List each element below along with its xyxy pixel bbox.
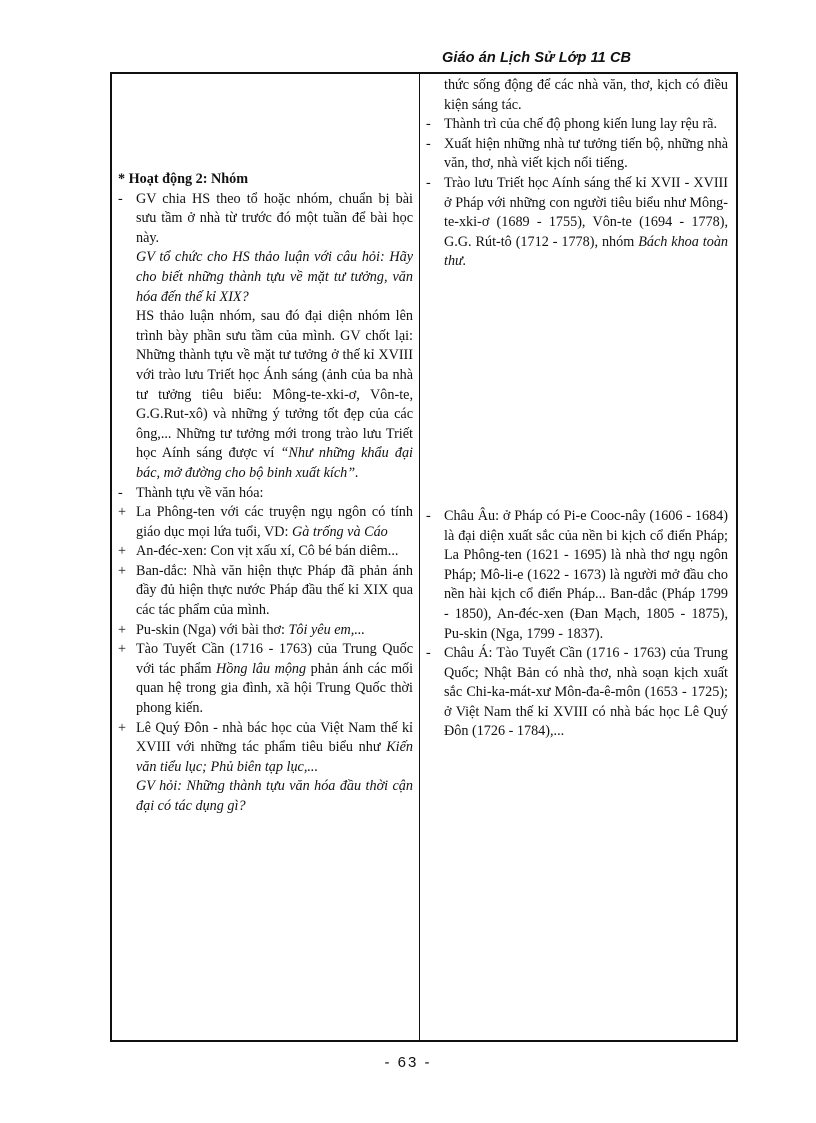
list-item: - Thành trì của chế độ phong kiến lung lay rệu rã. (426, 116, 718, 133)
lesson-table (110, 72, 738, 1042)
list-item: - Xuất hiện những nhà tư tưởng tiến bộ, những nhà văn, thơ, nhà viết kịch nổi tiếng. (426, 135, 728, 172)
list-item: + Pu-skin (Nga) với bài thơ: Tôi yêu em,... (118, 621, 365, 638)
document-header: Giáo án Lịch Sử Lớp 11 CB (442, 50, 632, 66)
activity-heading: * Hoạt động 2: Nhóm (118, 171, 249, 187)
left-column (112, 74, 420, 1040)
list-item: + Tào Tuyết Cần (1716 - 1763) của Trung Quốc với tác phẩm Hồng lâu mộng phản ánh các mối quan hệ trong gia đình, xã hội Trung Quốc thời phong kiến. (118, 641, 414, 717)
list-item: - Trào lưu Triết học Aính sáng thế kỉ XVII - XVIII ở Pháp với những con người tiêu biểu như Mông-te-xki-ơ (1689 - 1755), Vôn-te (1694 - 1778), G.G. Rút-tô (1712 - 1778), nhóm Bách khoa toàn thư. (426, 174, 729, 270)
list-item: + Ban-dắc: Nhà văn hiện thực Pháp đã phản ánh đầy đủ hiện thực nước Pháp đầu thế kỉ XIX qua các tác phẩm của mình. (118, 562, 413, 619)
list-item: + An-đéc-xen: Con vịt xấu xí, Cô bé bán diêm... (118, 543, 399, 560)
list-item: - Châu Á: Tào Tuyết Cần (1716 - 1763) của Trung Quốc; Nhật Bản có nhà thơ, nhà soạn kịch xuất sắc Chi-ka-mát-xư Môn-đa-ê-môn (1653 - 1725); ở Việt Nam thế kỉ XVIII có nhà bác học Lê Quý Đôn (1726 - 1784),... (426, 645, 728, 740)
quote: “Như những khẩu đại bác, mở đường cho bộ binh xuất kích”. (136, 445, 414, 481)
teacher-question: GV hỏi: Những thành tựu văn hóa đầu thời cận đại có tác dụng gì? (136, 778, 413, 814)
left-top-spacer (118, 74, 413, 170)
page-number: - 63 - (384, 1054, 432, 1071)
right-mid-spacer (426, 272, 728, 507)
teacher-question: GV tổ chức cho HS thảo luận với câu hỏi: Hãy cho biết những thành tựu về mặt tư tưởng, văn hóa đến thế kỉ XIX? (136, 249, 413, 305)
list-item: + Lê Quý Đôn - nhà bác học của Việt Nam thế kỉ XVIII với những tác phẩm tiêu biểu như Kiến văn tiểu lục; Phủ biên tạp lục,... (118, 719, 414, 775)
list-item: + La Phông-ten với các truyện ngụ ngôn có tính giáo dục mọi lứa tuổi, VD: Gà trống và Cáo (118, 504, 413, 540)
list-item: - GV chia HS theo tổ hoặc nhóm, chuẩn bị bài sưu tầm ở nhà từ trước đó một tuần để bài học này. (118, 190, 413, 246)
discussion-paragraph: HS thảo luận nhóm, sau đó đại diện nhóm lên trình bày phần sưu tầm của mình. GV chốt lại: Những thành tựu về mặt tư tưởng ở thế kỉ XVIII với trào lưu Triết học Ánh sáng (ảnh của ba nhà tư tưởng tiêu biểu: Mông-te-xki-ơ, Vôn-te, G.G.Rut-xô) và những ý tưởng tốt đẹp của các ông,... Những tư tưởng mới trong trào lưu Triết học Aính sáng được ví “Như những khẩu đại bác, mở đường cho bộ binh xuất kích”. (136, 308, 414, 481)
right-column (420, 74, 736, 1040)
continued-text: thức sống động để các nhà văn, thơ, kịch có điều kiện sáng tác. (444, 77, 728, 113)
list-item: - Châu Âu: ở Pháp có Pi-e Cooc-nây (1606 - 1684) là đại diện xuất sắc của nền bi kịch cổ điển Pháp; La Phông-ten (1621 - 1695) là nhà thơ ngụ ngôn Pháp; Mô-li-e (1622 - 1673) là người mở đầu cho nền hài kịch cổ điển Pháp... Ban-dắc (Pháp 1799 - 1850), An-đéc-xen (Đan Mạch, 1805 - 1875), Pu-skin (Nga, 1799 - 1837). (426, 507, 728, 642)
list-item: - Thành tựu về văn hóa: (118, 484, 264, 501)
